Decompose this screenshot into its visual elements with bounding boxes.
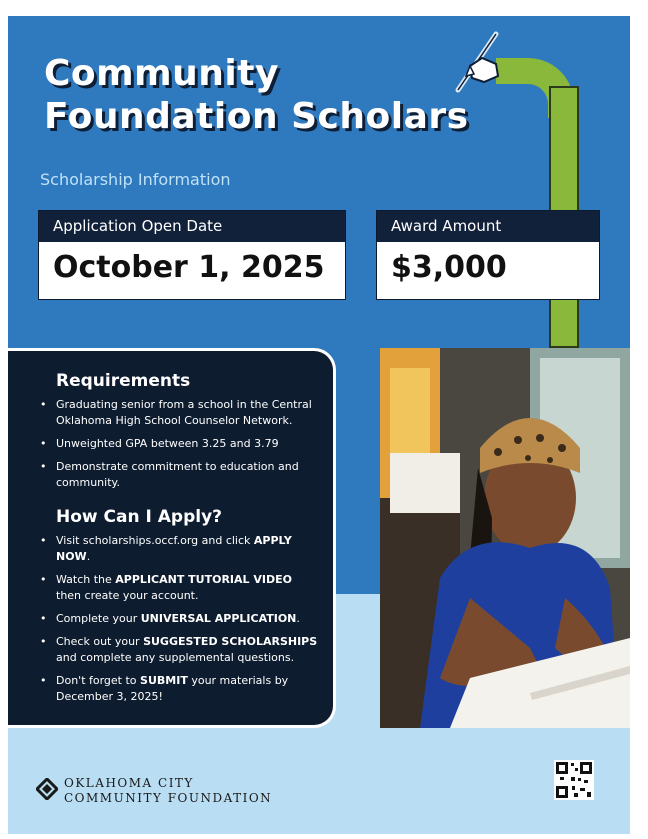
qr-code-icon[interactable] xyxy=(554,760,594,800)
flyer xyxy=(8,16,630,834)
award-label: Award Amount xyxy=(377,211,599,242)
list-item: • Unweighted GPA between 3.25 and 3.79 xyxy=(38,436,318,452)
occf-logo-icon xyxy=(36,778,58,800)
open-date-label: Application Open Date xyxy=(39,211,345,242)
requirements-list xyxy=(38,397,318,498)
footer-line-2: COMMUNITY FOUNDATION xyxy=(64,791,273,805)
list-item: • Visit scholarships.occf.org and click APPLY NOW. xyxy=(38,533,318,565)
apply-heading: How Can I Apply? xyxy=(56,507,223,527)
list-item: • Complete your UNIVERSAL APPLICATION. xyxy=(38,611,318,627)
open-date-value: October 1, 2025 xyxy=(53,250,325,285)
list-item: • Check out your SUGGESTED SCHOLARSHIPS and complete any supplemental questions. xyxy=(38,634,318,666)
page-subtitle: Scholarship Information xyxy=(40,170,231,189)
list-item: • Don't forget to SUBMIT your materials by December 3, 2025! xyxy=(38,673,318,705)
list-item: • Graduating senior from a school in the Central Oklahoma High School Counselor Network. xyxy=(38,397,318,429)
student-photo xyxy=(380,348,630,728)
title-line-2: Foundation Scholars xyxy=(44,96,469,138)
award-box xyxy=(376,210,600,300)
requirements-heading: Requirements xyxy=(56,371,191,391)
footer-line-1: OKLAHOMA CITY xyxy=(64,776,194,790)
title-line-1: Community xyxy=(44,53,279,94)
page-title xyxy=(44,52,469,138)
award-value: $3,000 xyxy=(391,250,507,285)
footer-org-name xyxy=(64,776,272,806)
open-date-box xyxy=(38,210,346,300)
list-item: • Demonstrate commitment to education and community. xyxy=(38,459,318,491)
requirements-panel xyxy=(8,348,336,728)
apply-list xyxy=(38,533,318,712)
list-item: • Watch the APPLICANT TUTORIAL VIDEO then create your account. xyxy=(38,572,318,604)
